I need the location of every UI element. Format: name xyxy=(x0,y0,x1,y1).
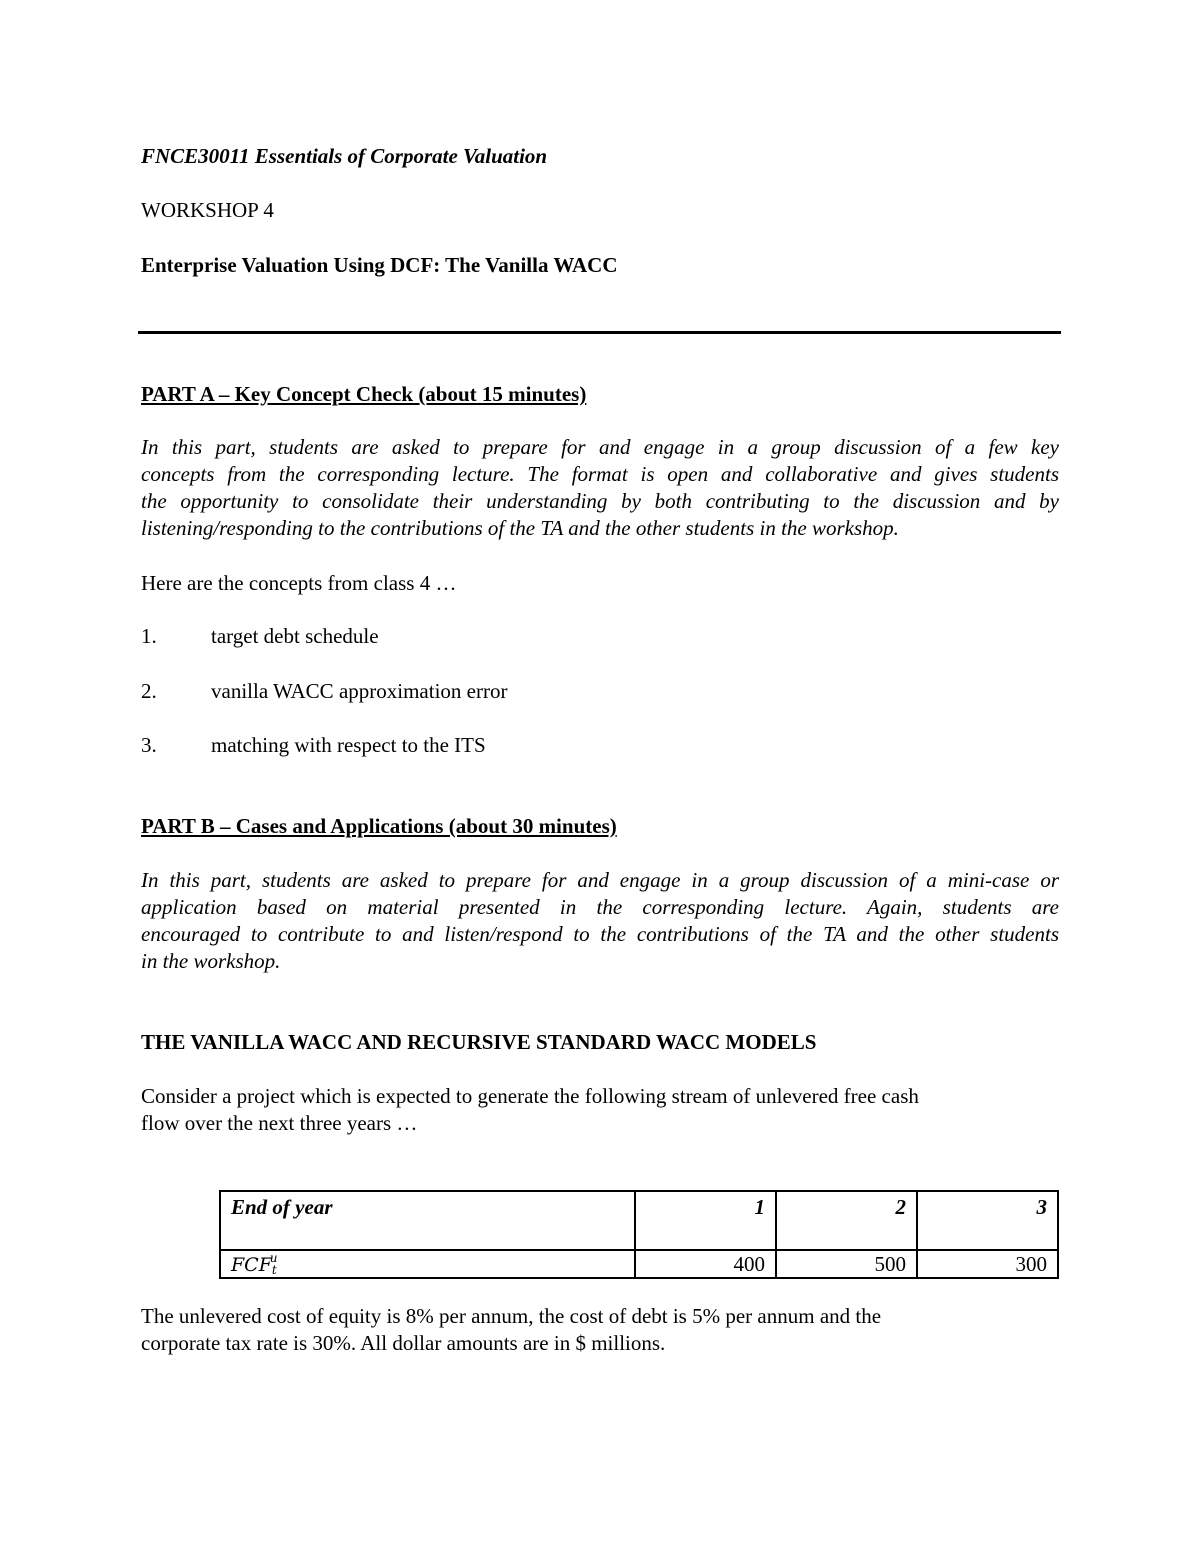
case-heading: THE VANILLA WACC AND RECURSIVE STANDARD WACC MODELS xyxy=(141,1030,817,1054)
part-b-intro-line: encouraged to contribute to and listen/respond to the contributions of the TA and the other students xyxy=(141,922,1059,946)
case-closing-line: The unlevered cost of equity is 8% per annum, the cost of debt is 5% per annum and the xyxy=(141,1304,882,1328)
concept-item: vanilla WACC approximation error xyxy=(211,679,508,703)
part-a-intro-line: In this part, students are asked to prepare for and engage in a group discussion of a few key xyxy=(141,435,1059,459)
part-b-intro-line: In this part, students are asked to prepare for and engage in a group discussion of a mini-case or xyxy=(141,868,1059,892)
case-closing-line: corporate tax rate is 30%. All dollar amounts are in $ millions. xyxy=(141,1331,666,1355)
course-title: FNCE30011 Essentials of Corporate Valuation xyxy=(141,144,548,168)
case-closing xyxy=(141,1303,1059,1357)
part-b-intro-line: application based on material presented in the corresponding lecture. Again, students are xyxy=(141,895,1059,919)
document-subtitle: Enterprise Valuation Using DCF: The Vanilla WACC xyxy=(141,253,618,277)
workshop-label: WORKSHOP 4 xyxy=(141,198,274,222)
table-row xyxy=(220,1250,1058,1278)
part-a-intro xyxy=(141,434,1059,542)
part-a-heading: PART A – Key Concept Check (about 15 minutes) xyxy=(141,382,587,406)
year-header: 2 xyxy=(776,1191,917,1250)
table-row xyxy=(220,1191,1058,1250)
part-a-intro-line: the opportunity to consolidate their understanding by both contributing to the discussion and by xyxy=(141,489,1059,513)
year-header: 3 xyxy=(917,1191,1058,1250)
case-intro-line: Consider a project which is expected to generate the following stream of unlevered free cash xyxy=(141,1084,919,1108)
fcf-value: 400 xyxy=(635,1250,776,1278)
concept-item: target debt schedule xyxy=(211,624,379,648)
part-b-intro xyxy=(141,867,1059,975)
part-b-heading: PART B – Cases and Applications (about 30 minutes) xyxy=(141,814,617,838)
fcf-subscript: t xyxy=(271,1263,277,1277)
concept-number: 3. xyxy=(141,733,157,757)
case-intro-line: flow over the next three years … xyxy=(141,1111,418,1135)
end-of-year-header: End of year xyxy=(220,1191,635,1250)
fcf-value: 300 xyxy=(917,1250,1058,1278)
horizontal-rule xyxy=(138,331,1061,334)
fcf-value: 500 xyxy=(776,1250,917,1278)
fcf-table xyxy=(219,1190,1059,1279)
part-a-intro-line: concepts from the corresponding lecture. The format is open and collaborative and gives students xyxy=(141,462,1059,486)
part-b-intro-line: in the workshop. xyxy=(141,949,281,973)
part-a-intro-line: listening/responding to the contributions of the TA and the other students in the workshop. xyxy=(141,516,899,540)
concept-number: 1. xyxy=(141,624,157,648)
year-header: 1 xyxy=(635,1191,776,1250)
concepts-lead: Here are the concepts from class 4 … xyxy=(141,571,457,595)
concept-number: 2. xyxy=(141,679,157,703)
fcf-superscript: u xyxy=(269,1251,278,1265)
case-intro xyxy=(141,1083,1059,1137)
fcf-symbol: FCF xyxy=(231,1254,272,1276)
concept-item: matching with respect to the ITS xyxy=(211,733,486,757)
fcf-row-label xyxy=(220,1250,635,1278)
